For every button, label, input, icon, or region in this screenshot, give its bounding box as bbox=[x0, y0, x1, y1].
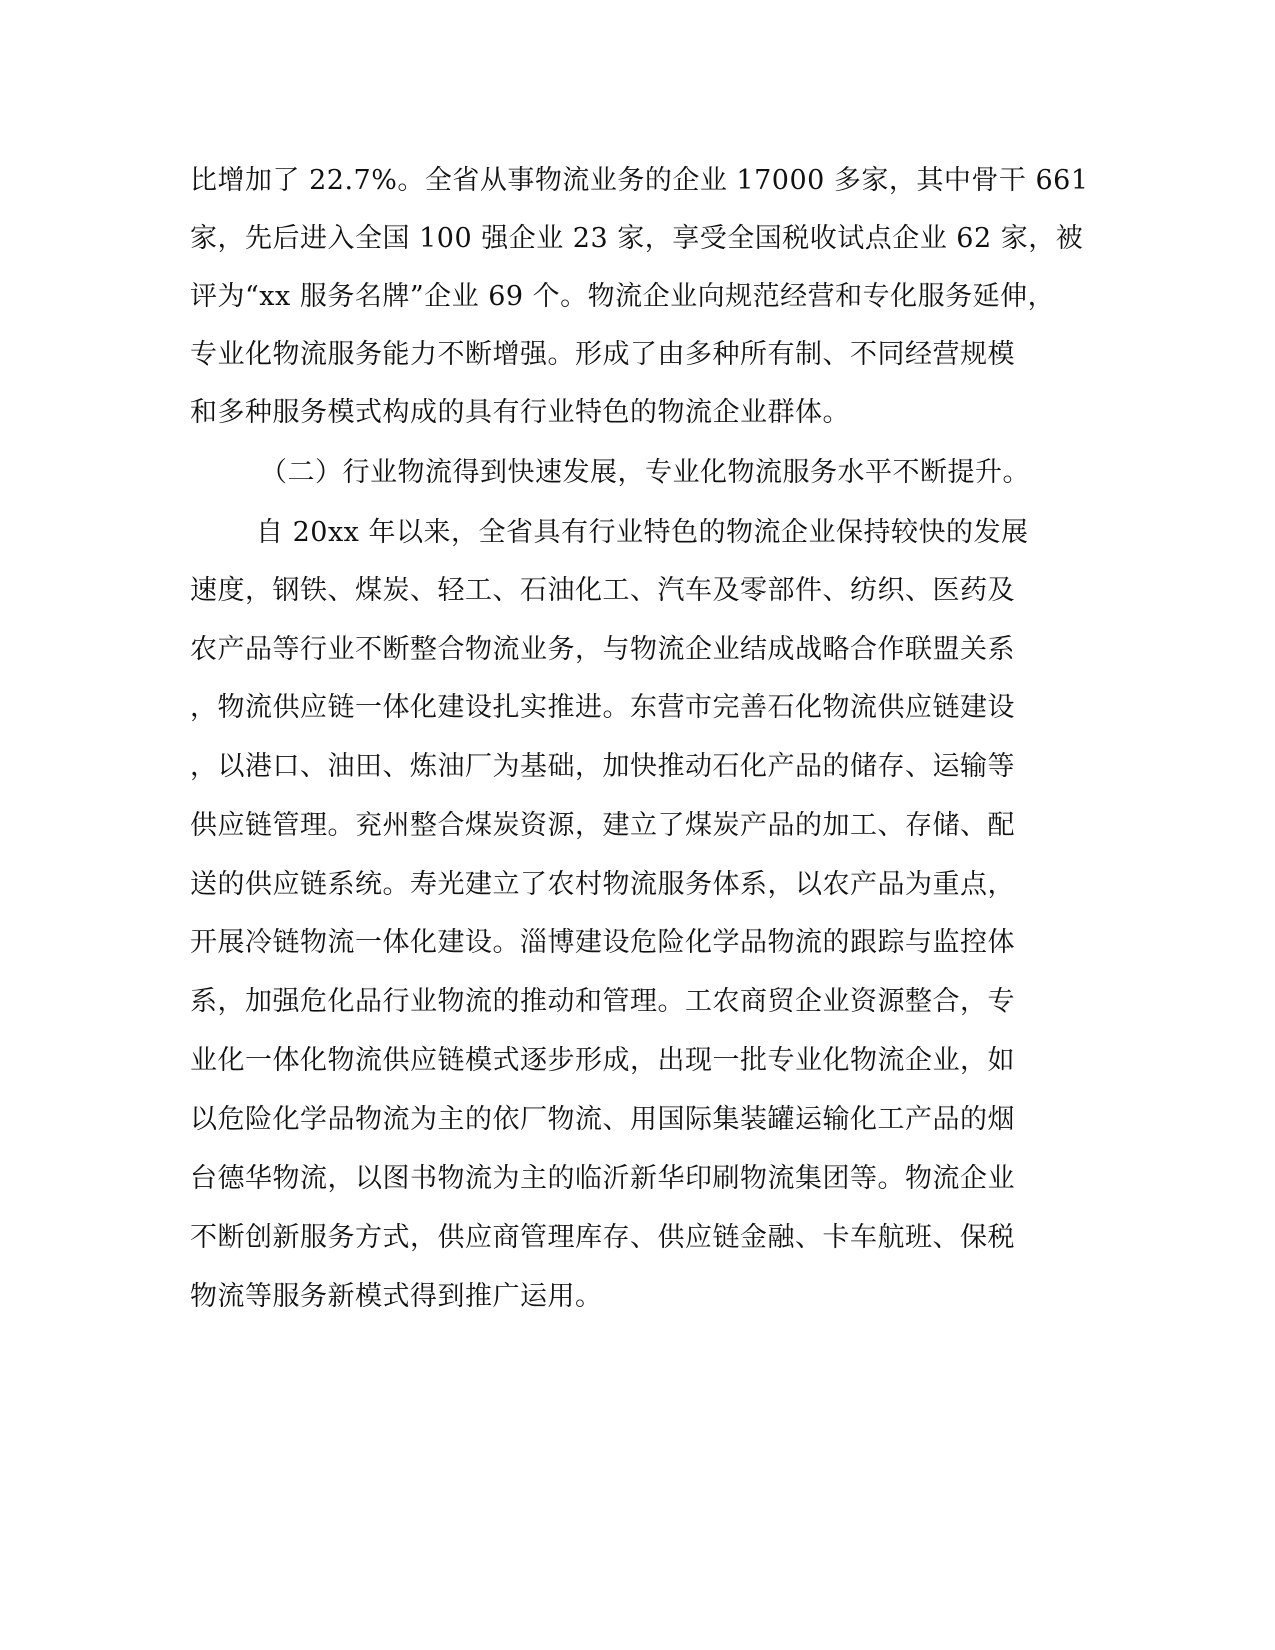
text-line: 开展冷链物流一体化建设。淄博建设危险化学品物流的跟踪与监控体 bbox=[190, 927, 1015, 958]
text-line: 比增加了 22.7%。全省从事物流业务的企业 17000 多家，其中骨干 661 bbox=[190, 165, 1089, 196]
text-line: 不断创新服务方式，供应商管理库存、供应链金融、卡车航班、保税 bbox=[190, 1222, 1015, 1253]
text-line: ，以港口、油田、炼油厂为基础，加快推动石化产品的储存、运输等 bbox=[190, 751, 1015, 782]
text-line: 速度，钢铁、煤炭、轻工、石油化工、汽车及零部件、纺织、医药及 bbox=[190, 575, 1015, 606]
text-line: 农产品等行业不断整合物流业务，与物流企业结成战略合作联盟关系 bbox=[190, 634, 1015, 665]
text-line: 以危险化学品物流为主的依厂物流、用国际集装罐运输化工产品的烟 bbox=[190, 1104, 1015, 1135]
section-heading: （二）行业物流得到快速发展，专业化物流服务水平不断提升。 bbox=[260, 457, 1030, 488]
text-line: 供应链管理。兖州整合煤炭资源，建立了煤炭产品的加工、存储、配 bbox=[190, 810, 1015, 841]
text-line: 专业化物流服务能力不断增强。形成了由多种所有制、不同经营规模 bbox=[190, 339, 1015, 370]
text-line: 和多种服务模式构成的具有行业特色的物流企业群体。 bbox=[190, 397, 850, 428]
text-line: 自 20xx 年以来，全省具有行业特色的物流企业保持较快的发展 bbox=[256, 517, 1029, 548]
text-line: ，物流供应链一体化建设扎实推进。东营市完善石化物流供应链建设 bbox=[190, 692, 1015, 723]
text-line: 业化一体化物流供应链模式逐步形成，出现一批专业化物流企业，如 bbox=[190, 1045, 1015, 1076]
text-line: 系，加强危化品行业物流的推动和管理。工农商贸企业资源整合，专 bbox=[190, 986, 1015, 1017]
text-line: 家，先后进入全国 100 强企业 23 家，享受全国税收试点企业 62 家，被 bbox=[190, 223, 1084, 254]
text-line: 送的供应链系统。寿光建立了农村物流服务体系，以农产品为重点， bbox=[190, 869, 1015, 900]
text-line: 物流等服务新模式得到推广运用。 bbox=[190, 1281, 603, 1312]
text-line: 台德华物流，以图书物流为主的临沂新华印刷物流集团等。物流企业 bbox=[190, 1163, 1015, 1194]
text-line: 评为“xx 服务名牌”企业 69 个。物流企业向规范经营和专化服务延伸， bbox=[190, 281, 1056, 312]
